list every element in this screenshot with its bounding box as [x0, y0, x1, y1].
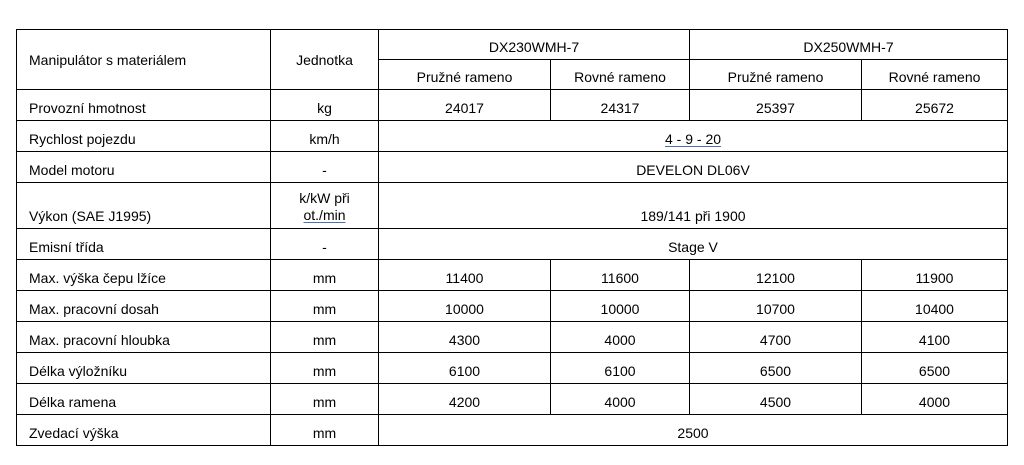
header-unit: Jednotka [271, 30, 379, 90]
row-value: 11900 [862, 260, 1008, 291]
row-value: 10000 [551, 291, 690, 322]
row-value: 6100 [379, 353, 551, 384]
row-unit: mm [271, 322, 379, 353]
row-merged-value: 2500 [379, 415, 1008, 446]
row-value: 6500 [862, 353, 1008, 384]
row-value: 10000 [379, 291, 551, 322]
table-row [17, 229, 1008, 260]
row-value: 25397 [690, 90, 862, 121]
row-label: Max. výška čepu lžíce [17, 260, 271, 291]
header-row-models [17, 30, 1008, 60]
row-unit: mm [271, 260, 379, 291]
header-model-2: DX250WMH-7 [690, 30, 1008, 60]
row-unit: - [271, 152, 379, 183]
row-value: 4500 [690, 384, 862, 415]
row-value: 6500 [690, 353, 862, 384]
table-row [17, 291, 1008, 322]
row-label: Délka ramena [17, 384, 271, 415]
row-label: Zvedací výška [17, 415, 271, 446]
row-value: 4300 [379, 322, 551, 353]
row-label: Provozní hmotnost [17, 90, 271, 121]
row-merged-value [379, 121, 1008, 152]
row-merged-value: 189/141 při 1900 [379, 183, 1008, 229]
header-param: Manipulátor s materiálem [17, 30, 271, 90]
row-label: Rychlost pojezdu [17, 121, 271, 152]
unit-line: k/kW při [299, 190, 350, 206]
row-value: 11600 [551, 260, 690, 291]
row-unit [271, 183, 379, 229]
unit-line-text: ot./min [303, 207, 346, 223]
row-value: 4000 [862, 384, 1008, 415]
row-label: Výkon (SAE J1995) [17, 183, 271, 229]
table-row [17, 322, 1008, 353]
row-value: 4000 [551, 384, 690, 415]
row-unit: mm [271, 384, 379, 415]
row-unit: kg [271, 90, 379, 121]
header-variant: Pružné rameno [379, 60, 551, 90]
merged-value-text: 4 - 9 - 20 [664, 131, 722, 147]
table-row [17, 260, 1008, 291]
table-row [17, 353, 1008, 384]
row-value: 10400 [862, 291, 1008, 322]
header-model-1: DX230WMH-7 [379, 30, 690, 60]
header-variant: Rovné rameno [862, 60, 1008, 90]
spec-table [16, 29, 1008, 446]
row-label: Max. pracovní dosah [17, 291, 271, 322]
row-value: 4200 [379, 384, 551, 415]
spec-table-wrapper [16, 29, 1008, 446]
row-unit: mm [271, 291, 379, 322]
row-label: Délka výložníku [17, 353, 271, 384]
row-unit: km/h [271, 121, 379, 152]
row-value: 4100 [862, 322, 1008, 353]
row-label: Max. pracovní hloubka [17, 322, 271, 353]
row-merged-value: DEVELON DL06V [379, 152, 1008, 183]
unit-line [275, 207, 374, 224]
header-variant: Pružné rameno [690, 60, 862, 90]
table-row [17, 90, 1008, 121]
row-value: 24017 [379, 90, 551, 121]
row-value: 4000 [551, 322, 690, 353]
row-value: 10700 [690, 291, 862, 322]
table-row [17, 121, 1008, 152]
row-value: 11400 [379, 260, 551, 291]
row-label: Emisní třída [17, 229, 271, 260]
header-variant: Rovné rameno [551, 60, 690, 90]
row-value: 6100 [551, 353, 690, 384]
row-value: 25672 [862, 90, 1008, 121]
row-value: 24317 [551, 90, 690, 121]
row-value: 4700 [690, 322, 862, 353]
row-unit: mm [271, 415, 379, 446]
table-row [17, 415, 1008, 446]
row-value: 12100 [690, 260, 862, 291]
table-row [17, 183, 1008, 229]
row-unit: - [271, 229, 379, 260]
row-merged-value: Stage V [379, 229, 1008, 260]
table-row [17, 152, 1008, 183]
row-unit: mm [271, 353, 379, 384]
row-label: Model motoru [17, 152, 271, 183]
table-row [17, 384, 1008, 415]
